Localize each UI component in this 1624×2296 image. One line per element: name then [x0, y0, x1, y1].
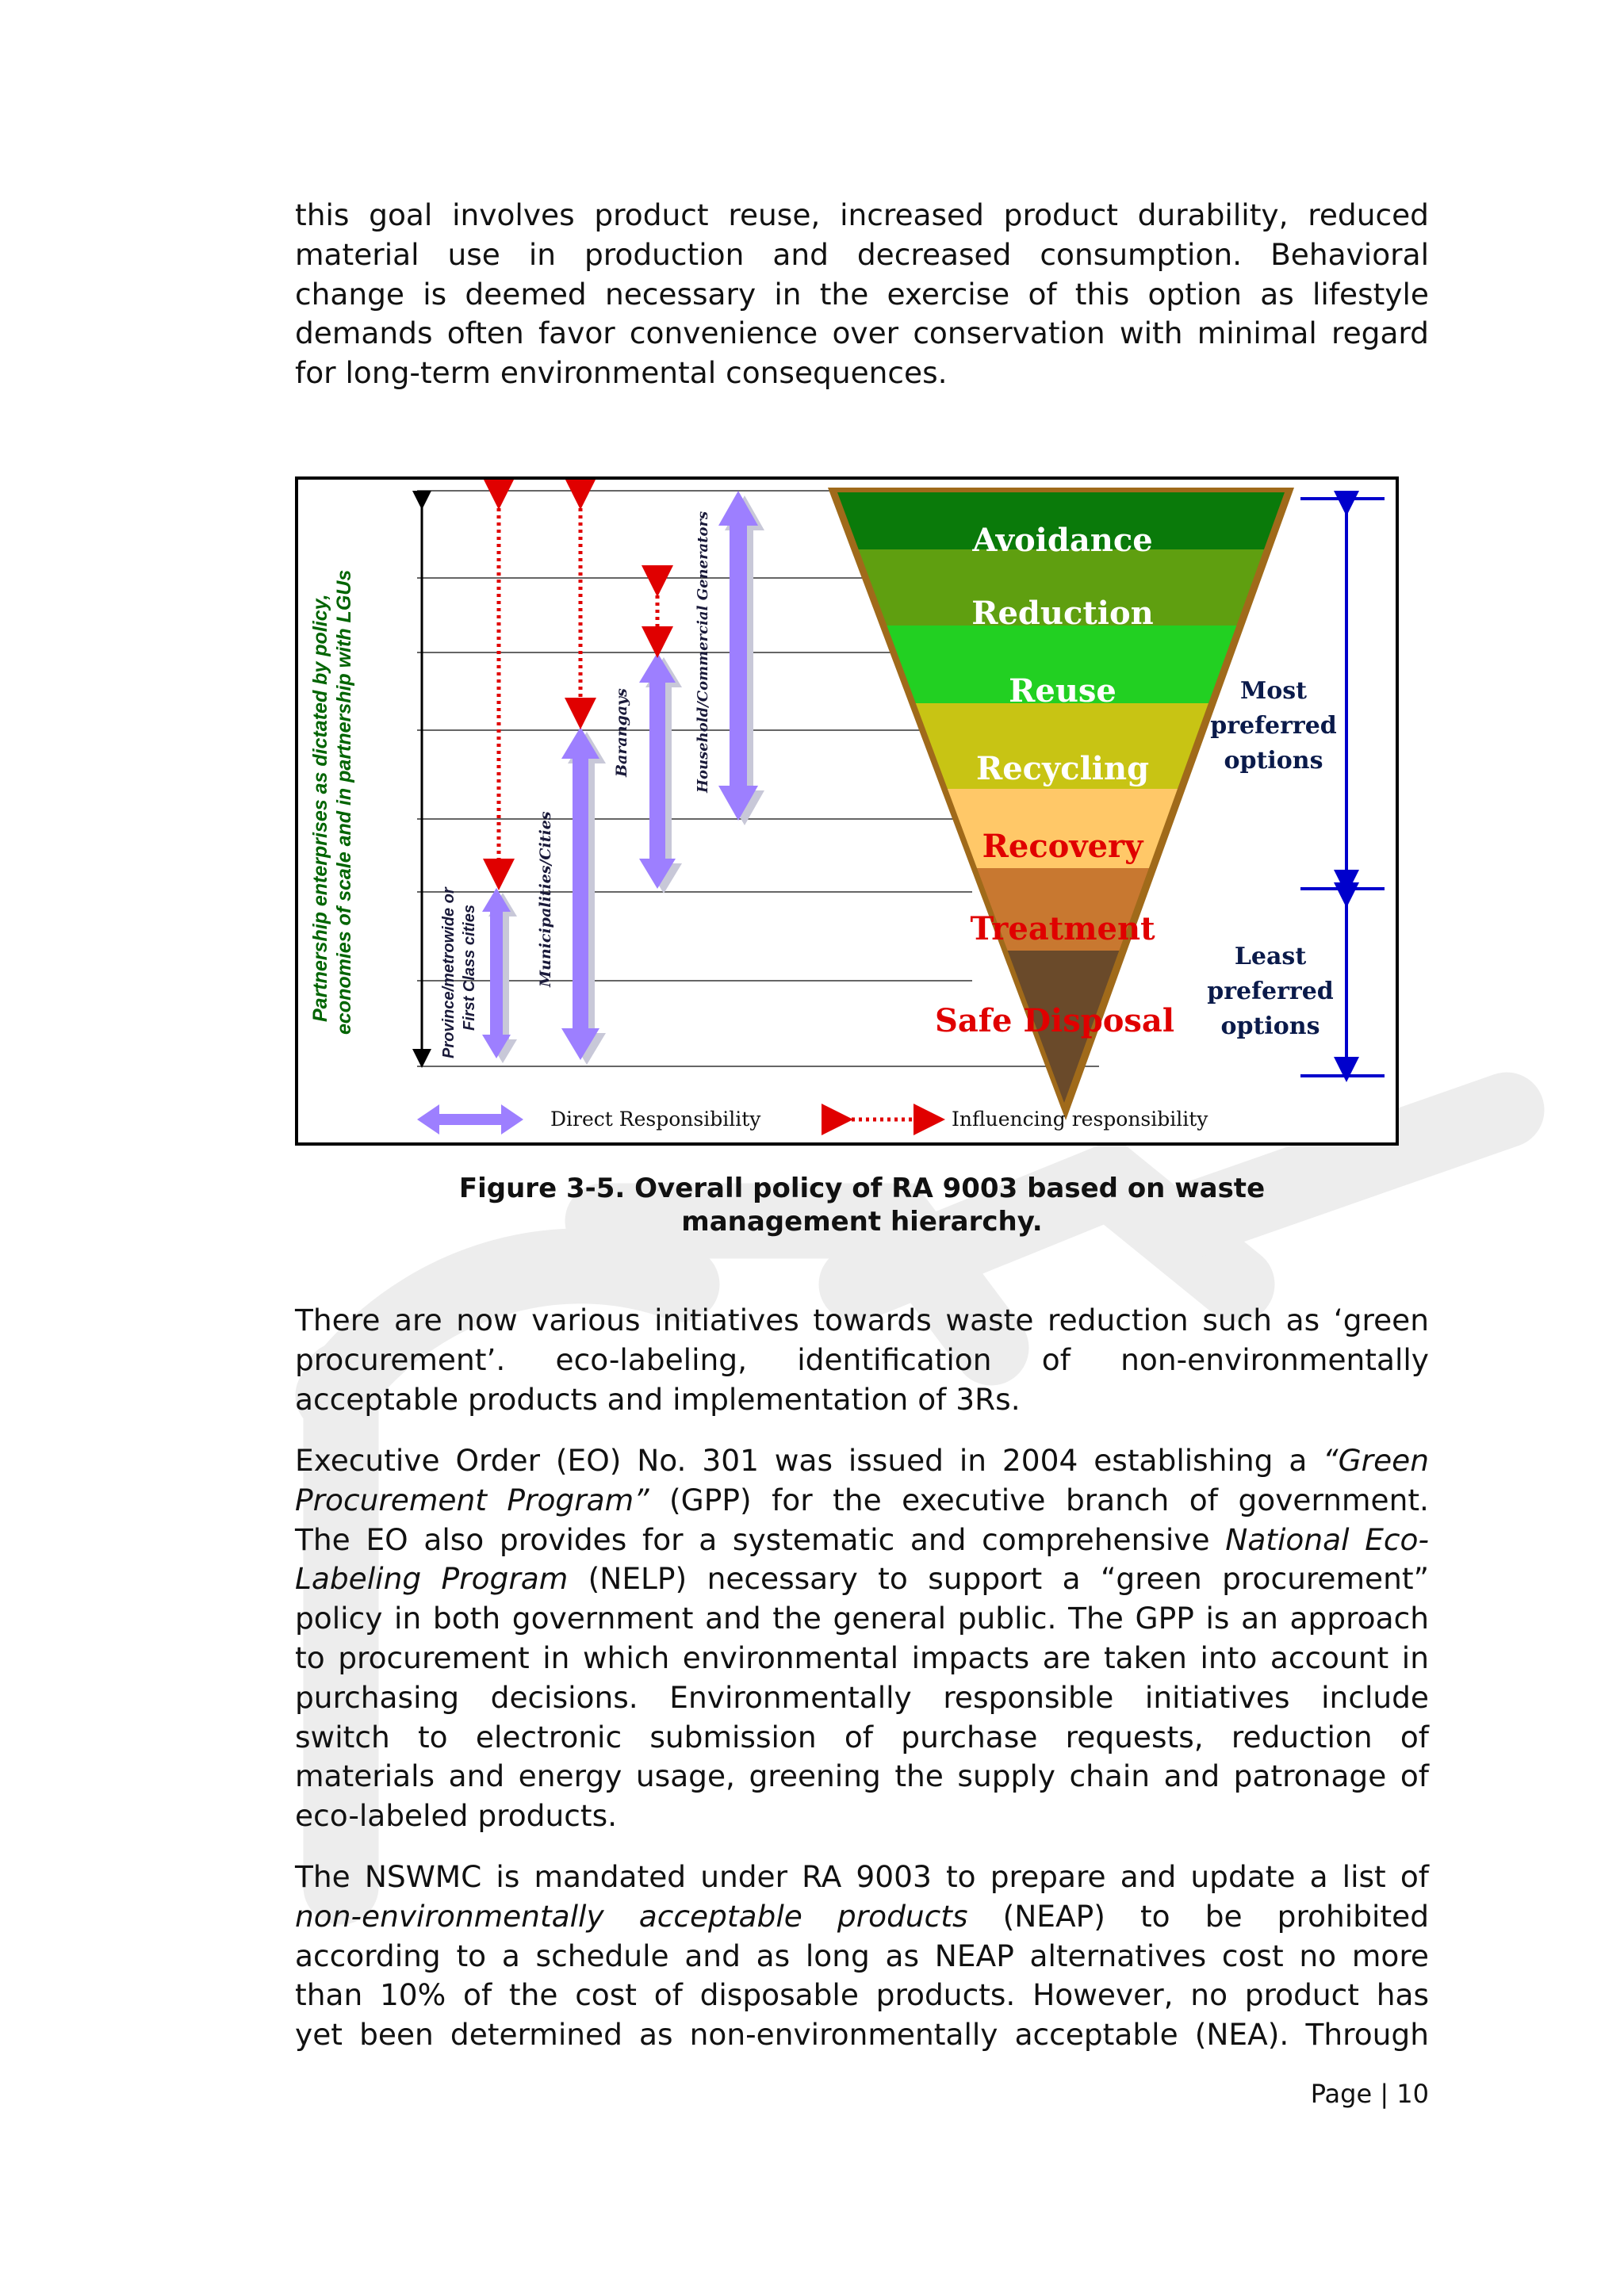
actor-household: Household/Commercial Generators	[695, 511, 711, 793]
text-line: The EO also provides for a systematic and comprehensive National Eco-	[295, 1521, 1430, 1557]
paragraph-2	[295, 1301, 1429, 1419]
text-line: change is deemed necessary in the exercise of this option as lifestyle	[295, 276, 1429, 312]
caption-line-2: management hierarchy.	[681, 1206, 1043, 1238]
least-preferred-line-2: preferred	[1207, 978, 1334, 1005]
text-line: non-environmentally acceptable products (NEAP) to be prohibited	[295, 1898, 1429, 1934]
text-line: Executive Order (EO) No. 301 was issued in 2004 establishing a “Green	[295, 1443, 1429, 1478]
paragraph-1	[295, 196, 1429, 393]
least-preferred-line-1: Least	[1234, 943, 1307, 970]
left-axis-line-1: Partnership enterprises as dictated by policy,	[309, 594, 331, 1022]
text-line: material use in production and decreased consumption. Behavioral	[295, 236, 1429, 272]
legend	[417, 1104, 1208, 1135]
text-line: procurement’. eco-labeling, identification of non-environmentally	[295, 1341, 1429, 1377]
legend-direct-arrow	[417, 1104, 523, 1135]
text-line: according to a schedule and as long as NEAP alternatives cost no more	[295, 1938, 1429, 1973]
legend-direct-label: Direct Responsibility	[550, 1108, 761, 1131]
preference-labels	[1207, 677, 1337, 1040]
level-reduction: Reduction	[971, 595, 1154, 632]
level-avoidance: Avoidance	[972, 522, 1153, 559]
waste-hierarchy-diagram	[298, 480, 1396, 1142]
text-line: Procurement Program” (GPP) for the executive branch of government.	[295, 1482, 1429, 1517]
level-safe-disposal: Safe Disposal	[934, 1002, 1175, 1039]
text-line: to procurement in which environmental impacts are taken into account in	[295, 1640, 1429, 1675]
text-line: There are now various initiatives towards waste reduction such as ‘green	[295, 1303, 1429, 1337]
actor-province-line-2: First Class cities	[461, 905, 478, 1031]
text-line: purchasing decisions. Environmentally responsible initiatives include	[295, 1679, 1429, 1715]
most-preferred-line-3: options	[1224, 747, 1323, 775]
waste-hierarchy-figure	[295, 476, 1399, 1146]
caption-line-1: Figure 3-5. Overall policy of RA 9003 based on waste	[458, 1173, 1266, 1204]
level-reuse: Reuse	[1009, 672, 1116, 710]
text-line: The NSWMC is mandated under RA 9003 to prepare and update a list of	[295, 1859, 1429, 1894]
direct-responsibility-arrows	[482, 491, 764, 1065]
most-preferred-line-1: Most	[1240, 677, 1307, 705]
level-treatment: Treatment	[970, 910, 1155, 947]
text-line: materials and energy usage, greening the supply chain and patronage of	[295, 1758, 1429, 1794]
text-line: this goal involves product reuse, increased product durability, reduced	[295, 197, 1429, 232]
paragraph-4	[295, 1858, 1429, 2055]
level-recycling: Recycling	[975, 750, 1150, 787]
most-preferred-line-2: preferred	[1210, 712, 1337, 740]
text-line: switch to electronic submission of purchase requests, reduction of	[295, 1719, 1429, 1755]
text-line: eco-labeled products.	[295, 1798, 618, 1834]
figure-caption	[295, 1172, 1429, 1238]
text-line: than 10% of the cost of disposable products. However, no product has	[295, 1977, 1429, 2013]
text-line: for long-term environmental consequences.	[295, 355, 948, 391]
text-line: demands often favor convenience over conservation with minimal regard	[295, 316, 1429, 351]
left-axis-label	[309, 570, 355, 1035]
legend-influencing-label: Influencing responsibility	[952, 1108, 1208, 1131]
paragraph-3	[295, 1441, 1429, 1836]
level-recovery: Recovery	[982, 828, 1143, 865]
actor-barangays: Barangays	[613, 688, 630, 777]
actor-municipalities: Municipalities/Cities	[537, 811, 554, 987]
text-line: acceptable products and implementation of 3Rs.	[295, 1381, 1021, 1417]
least-preferred-line-3: options	[1220, 1012, 1320, 1040]
text-line: Labeling Program (NELP) necessary to support a “green procurement”	[295, 1561, 1429, 1597]
text-line: policy in both government and the general public. The GPP is an approach	[295, 1601, 1429, 1636]
left-axis-line-2: economies of scale and in partnership with LGUs	[333, 569, 355, 1035]
text-line: yet been determined as non-environmentally acceptable (NEA). Through	[295, 2017, 1429, 2053]
page-number: Page | 10	[1310, 2079, 1429, 2109]
actor-province-line-1: Province/metrowide or	[440, 887, 458, 1058]
